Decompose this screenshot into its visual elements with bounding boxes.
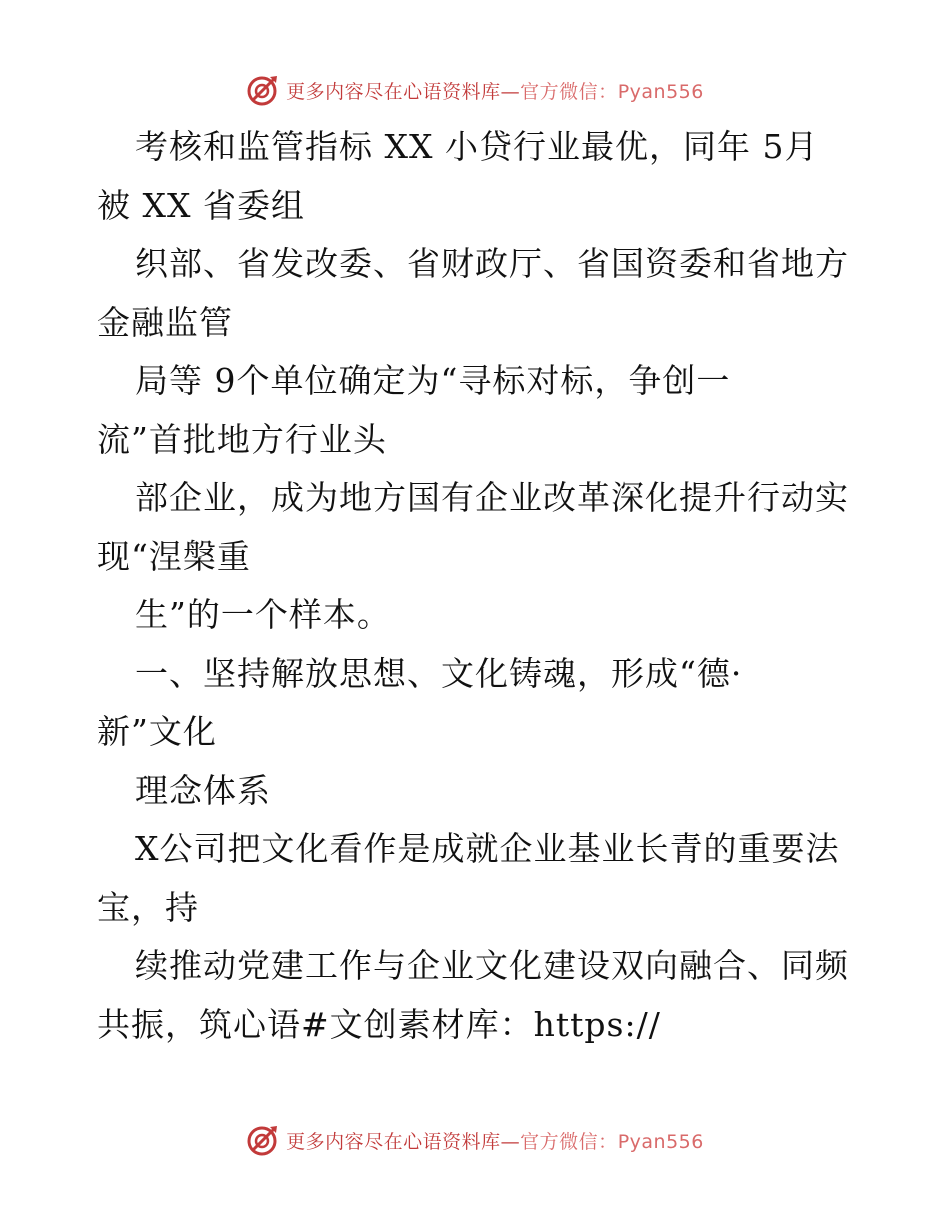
section-heading-line: 理念体系 (135, 770, 271, 810)
text-line: 宝，持 (97, 887, 199, 927)
text-line: 共振，筑心语#文创素材库：https:// (97, 1004, 661, 1044)
footer-banner (0, 1120, 950, 1160)
section-heading-line: 一、坚持解放思想、文化铸魂，形成“德· (135, 653, 743, 693)
text-line: 考核和监管指标 XX 小贷行业最优，同年 5月 (135, 127, 819, 166)
text-line: X公司把文化看作是成就企业基业长青的重要法 (135, 829, 840, 868)
header-banner (0, 70, 950, 110)
footer-wechat-label: 官方微信： (520, 1130, 618, 1153)
text-line: 续推动党建工作与企业文化建设双向融合、同频 (135, 946, 849, 985)
header-dash: — (500, 80, 521, 103)
document-body (97, 118, 857, 1054)
header-wechat-label: 官方微信： (520, 80, 618, 103)
brand-logo-icon (246, 73, 280, 107)
brand-logo-icon (246, 1123, 280, 1157)
section-heading-line: 新”文化 (97, 712, 217, 751)
footer-wechat-account: Pyan556 (617, 1130, 704, 1153)
text-line: 局等 9个单位确定为“寻标对标，争创一 (135, 361, 731, 400)
text-line: 流”首批地方行业头 (97, 419, 387, 459)
text-line: 金融监管 (97, 302, 233, 342)
text-line: 生”的一个样本。 (135, 595, 391, 634)
text-line: 部企业，成为地方国有企业改革深化提升行动实 (135, 478, 849, 517)
text-line: 现“涅槃重 (97, 536, 251, 576)
text-line: 织部、省发改委、省财政厅、省国资委和省地方 (135, 244, 849, 283)
header-wechat-account: Pyan556 (617, 80, 704, 103)
header-brand-text: 更多内容尽在心语资料库 (286, 80, 501, 103)
footer-banner-text (286, 1127, 704, 1154)
footer-brand-text: 更多内容尽在心语资料库 (286, 1130, 501, 1153)
header-banner-text (286, 77, 704, 104)
footer-dash: — (500, 1130, 521, 1153)
text-line: 被 XX 省委组 (97, 185, 305, 225)
